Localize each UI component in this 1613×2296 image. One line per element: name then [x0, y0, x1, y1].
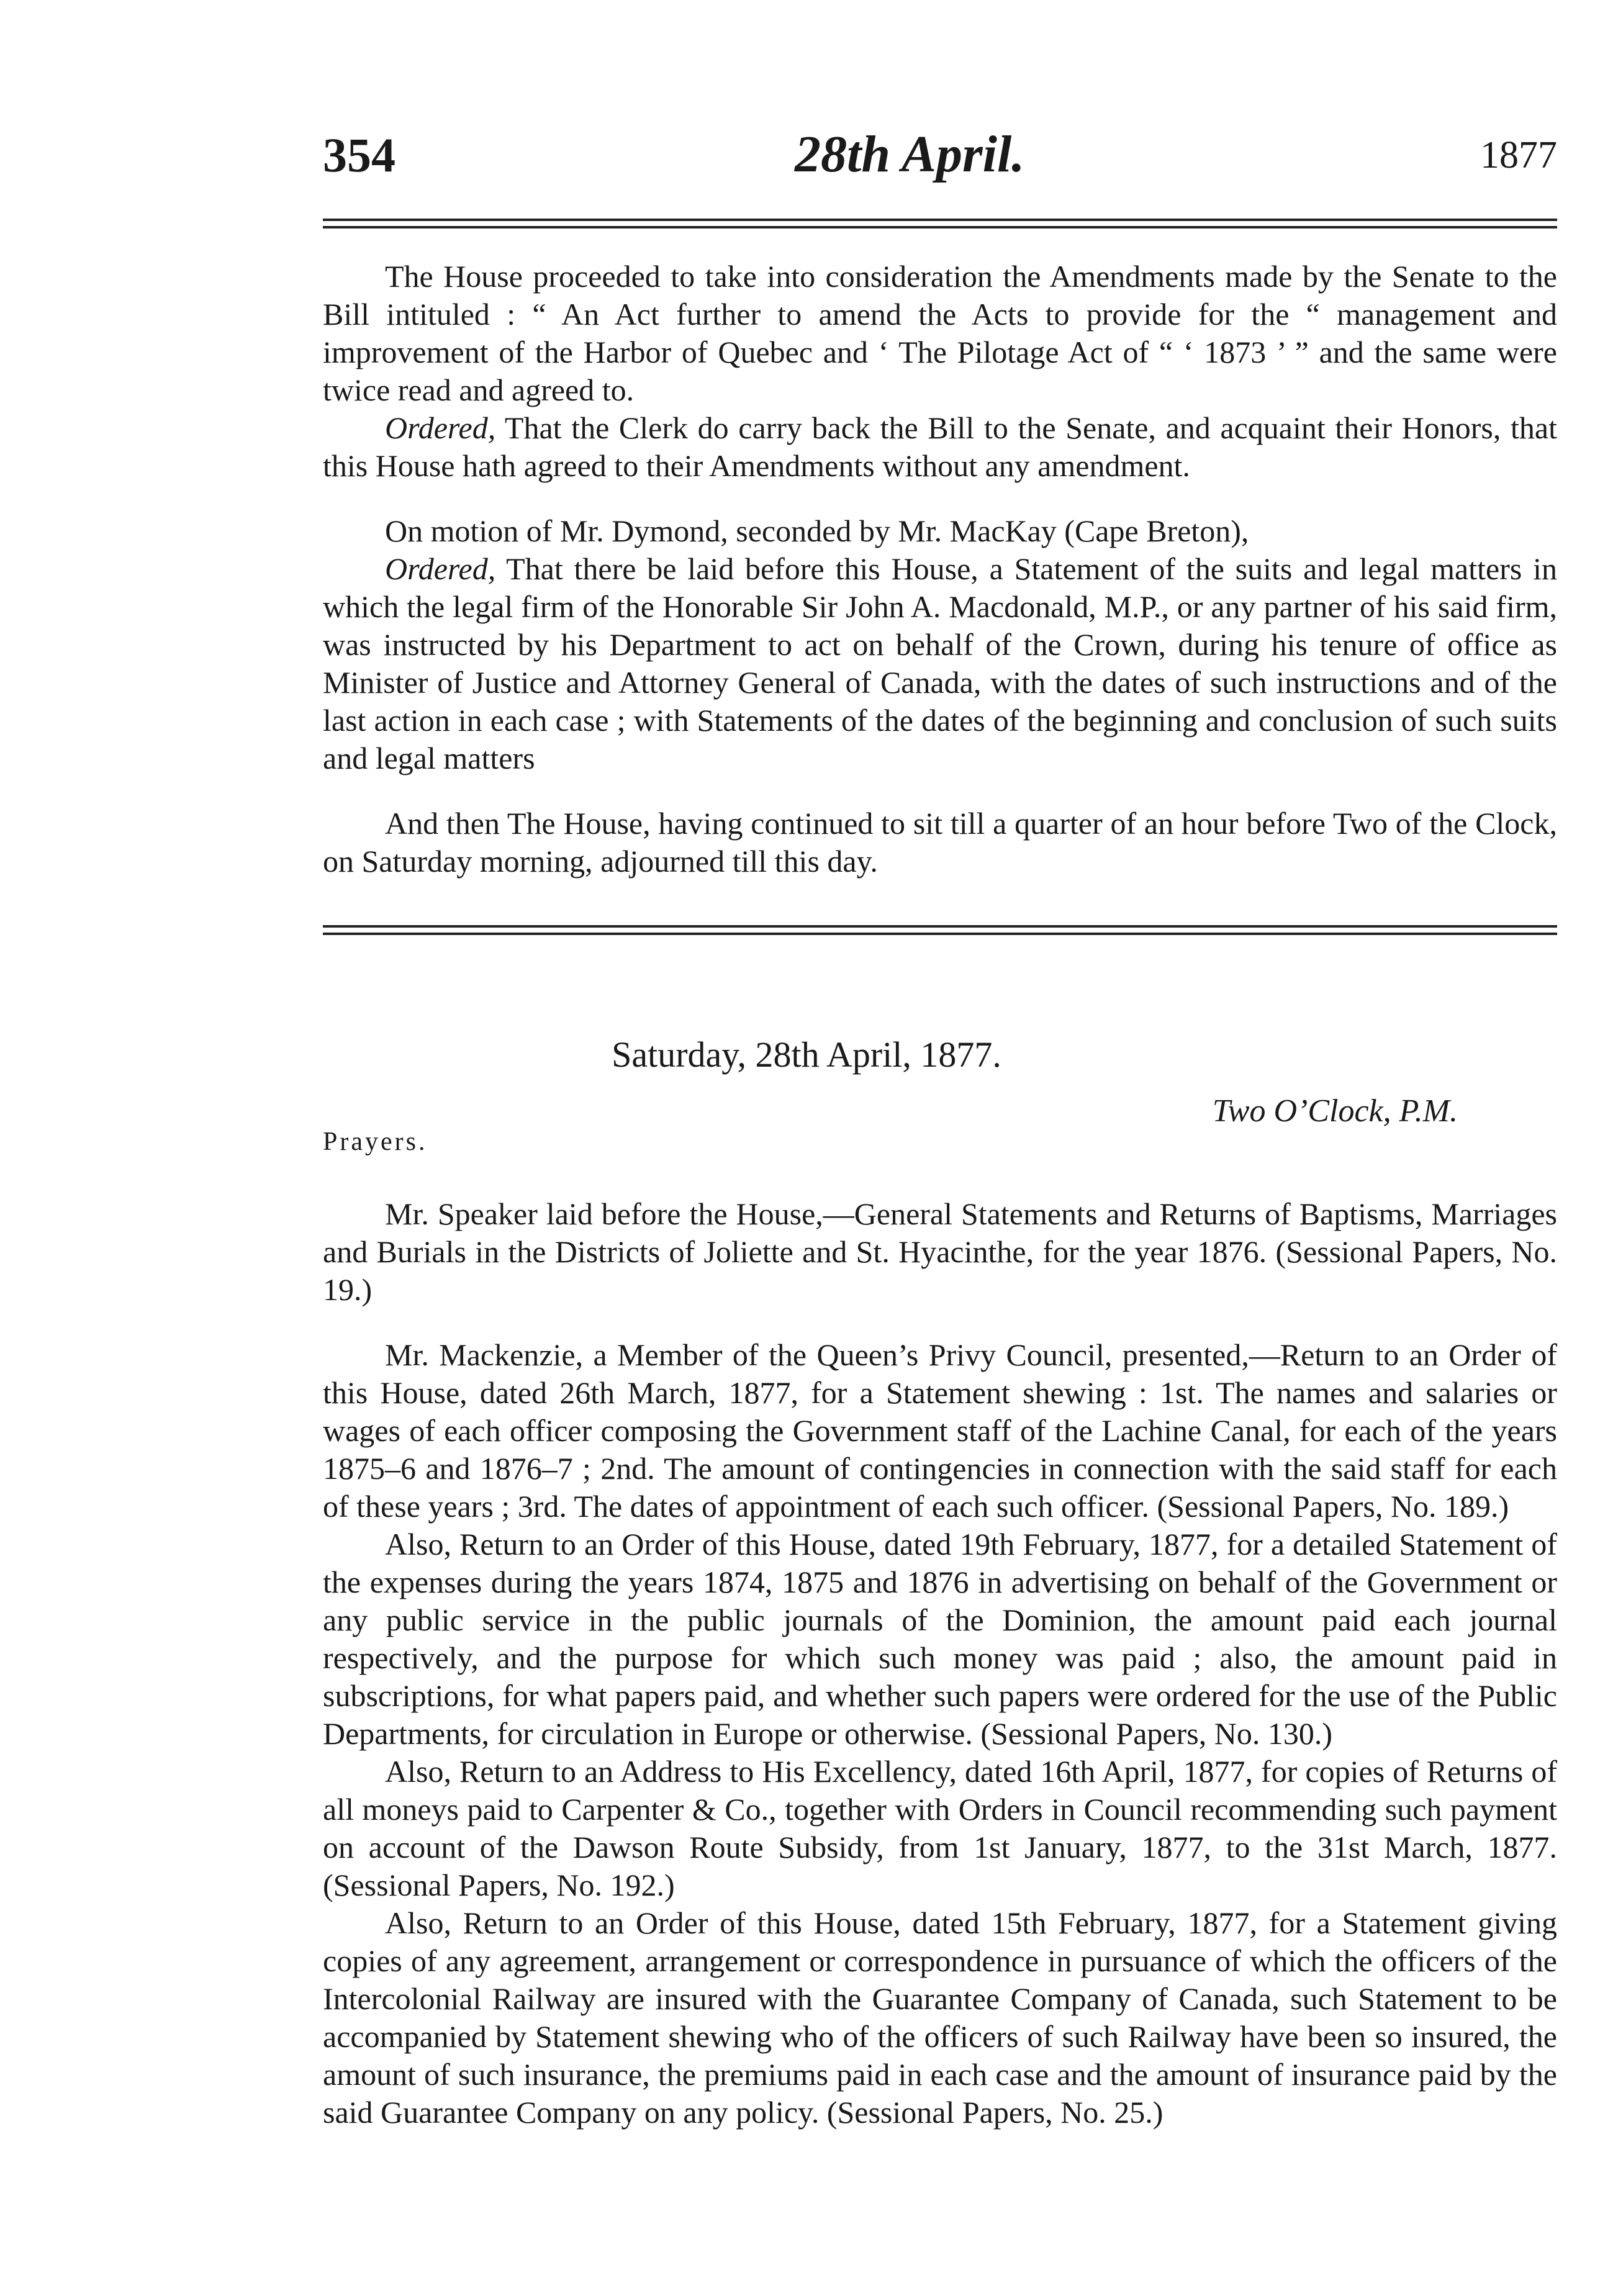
paragraph-adjournment: And then The House, having continued to sit till a quarter of an hour before Two of the Clock, on Saturday morning, adjourned till this day.: [323, 806, 1557, 879]
paragraph-advertising-return: Also, Return to an Order of this House, dated 19th February, 1877, for a detailed Statement of the expenses during the years 1874, 1875 and 1876 in advertising on behalf of the Government or any public service in the public journals of the Dominion, the amount paid each journal respectively, and the purpose for which such money was paid ; also, the amount paid in subscriptions, for what papers paid, and whether such papers were ordered for the use of the Public Departments, for circulation in Europe or otherwise. (Sessional Papers, No. 130.): [323, 1527, 1557, 1751]
header-rule: [323, 219, 1557, 228]
paragraph-mackenzie-return: Mr. Mackenzie, a Member of the Queen’s Privy Council, presented,—Return to an Order of this House, dated 26th March, 1877, for a Statement shewing : 1st. The names and salaries or wages of each officer composing the Government staff of the Lachine Canal, for each of the years 1875–6 and 1876–7 ; 2nd. The amount of contingencies in connection with the said staff for each of these years ; 3rd. The dates of appointment of each such officer. (Sessional Papers, No. 189.): [323, 1337, 1557, 1524]
paragraph-ordered-clerk: Ordered, That the Clerk do carry back the Bill to the Senate, and acquaint their Honors, that this House hath agreed to their Amendments without any amendment.: [323, 410, 1557, 483]
page-header: [323, 127, 1557, 196]
paragraph-motion: On motion of Mr. Dymond, seconded by Mr. MacKay (Cape Breton),: [385, 513, 1249, 548]
section-proceedings: [323, 258, 1557, 880]
ordered-label: Ordered,: [385, 551, 496, 586]
paragraph-ordered-statement: Ordered, That there be laid before this House, a Statement of the suits and legal matters in which the legal firm of the Honorable Sir John A. Macdonald, M.P., or any partner of his said firm, was instructed by his Department to act on behalf of the Crown, during his tenure of office as Minister of Justice and Attorney General of Canada, with the dates of such instructions and of the last action in each case ; with Statements of the dates of the beginning and conclusion of such suits and legal matters: [323, 551, 1557, 775]
paragraph-speaker-returns: Mr. Speaker laid before the House,—General Statements and Returns of Baptisms, Marriages and Burials in the Districts of Joliette and St. Hyacinthe, for the year 1876. (Sessional Papers, No. 19.): [323, 1196, 1557, 1307]
paragraph-guarantee-return: Also, Return to an Order of this House, dated 15th February, 1877, for a Statement giving copies of any agreement, arrangement or correspondence in pursuance of which the officers of the Intercolonial Railway are insured with the Guarantee Company of Canada, such Statement to be accompanied by Statement shewing who of the officers of such Railway have been so insured, the amount of such insurance, the premiums paid in each case and the amount of insurance paid by the said Guarantee Company on any policy. (Sessional Papers, No. 25.): [323, 1905, 1557, 2130]
prayers-heading: Prayers.: [323, 1128, 428, 1156]
header-date: 28th April.: [795, 125, 1025, 183]
ordered-label: Ordered,: [385, 410, 496, 445]
section-divider: [323, 925, 1557, 935]
header-year: 1877: [1480, 134, 1557, 176]
sitting-date-title: Saturday, 28th April, 1877.: [612, 1034, 1001, 1075]
page-number: 354: [323, 128, 395, 182]
sitting-time: Two O’Clock, P.M.: [1212, 1093, 1458, 1129]
section-sitting: [323, 1195, 1557, 2131]
paragraph-senate-amendments: The House proceeded to take into consideration the Amendments made by the Senate to the Bill intituled : “ An Act further to amend the Acts to provide for the “ management and improvement of the Harbor of Quebec and ‘ The Pilotage Act of “ ‘ 1873 ’ ” and the same were twice read and agreed to.: [323, 259, 1557, 407]
paragraph-carpenter-return: Also, Return to an Address to His Excellency, dated 16th April, 1877, for copies of Returns of all moneys paid to Carpenter & Co., together with Orders in Council recommending such payment on account of the Dawson Route Subsidy, from 1st January, 1877, to the 31st March, 1877. (Sessional Papers, No. 192.): [323, 1754, 1557, 1902]
